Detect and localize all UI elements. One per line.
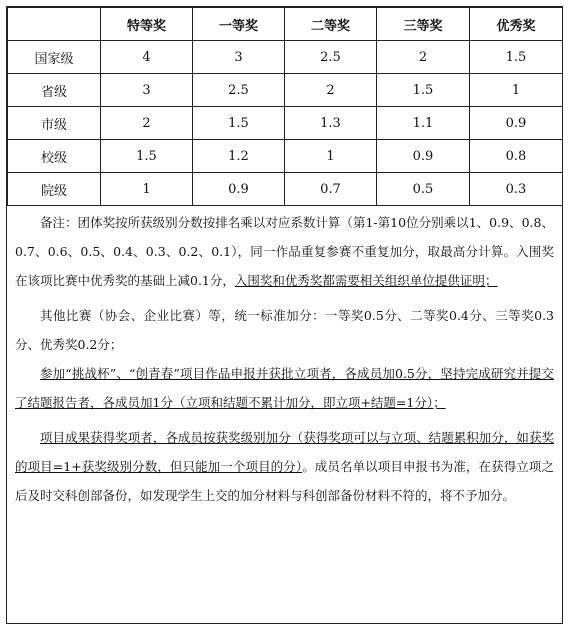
note-text: 。成员名单以项目申报书为准，在获得立项之后及时交科创部备份，如发现学生上交的加分材料与科创部备份材料不符的，将不予加分。 xyxy=(15,459,554,503)
table-cell: 0.5 xyxy=(377,173,470,206)
table-cell: 2 xyxy=(101,107,193,140)
table-cell: 0.7 xyxy=(285,173,377,206)
table-cell: 1.2 xyxy=(193,140,285,173)
table-header-row xyxy=(8,8,563,41)
note-underlined-text: 入围奖和优秀奖都需要相关组织单位提供证明； xyxy=(234,273,498,288)
table-cell: 1.5 xyxy=(470,41,563,74)
table-cell: 2.5 xyxy=(193,74,285,107)
notes-section xyxy=(7,206,562,510)
note-paragraph-project-awards xyxy=(15,423,554,510)
table-row xyxy=(8,107,563,140)
table-cell: 0.9 xyxy=(377,140,470,173)
table-row xyxy=(8,140,563,173)
score-table xyxy=(7,7,563,206)
header-cell: 优秀奖 xyxy=(470,8,563,41)
header-cell: 三等奖 xyxy=(377,8,470,41)
table-cell: 1.1 xyxy=(377,107,470,140)
header-cell: 一等奖 xyxy=(193,8,285,41)
table-cell: 1.5 xyxy=(193,107,285,140)
note-text: 其他比赛（协会、企业比赛）等，统一标准加分：一等奖0.5分、二等奖0.4分、三等奖0.3分、优秀奖0.2分； xyxy=(15,308,554,352)
note-text: 备注：团体奖按所获级别分数按排名乘以对应系数计算（第1-第10位分别乘以1、0.9、0.8、0.7、0.6、0.5、0.4、0.3、0.2、0.1），同一作品重复参赛不重复加分，取最高分计算。入围奖在该项比赛中优秀奖的基础上减0.1分， xyxy=(15,215,554,288)
table-cell: 1 xyxy=(470,74,563,107)
table-cell: 1 xyxy=(285,140,377,173)
table-row xyxy=(8,41,563,74)
note-underlined-text: 项目成果获得奖项者，各成员按获奖级别加分（获得奖项可以与立项、结题累积加分，如获奖的项目=1+获奖级别分数，但只能加一个项目的分） xyxy=(15,430,554,474)
row-label: 院级 xyxy=(8,173,101,206)
table-row xyxy=(8,173,563,206)
table-cell: 0.3 xyxy=(470,173,563,206)
note-paragraph-projects xyxy=(15,359,554,417)
row-label: 市级 xyxy=(8,107,101,140)
table-row xyxy=(8,74,563,107)
note-paragraph-other-competitions xyxy=(15,301,554,359)
table-cell: 4 xyxy=(101,41,193,74)
row-label: 校级 xyxy=(8,140,101,173)
table-cell: 1.5 xyxy=(377,74,470,107)
row-label: 省级 xyxy=(8,74,101,107)
table-cell: 0.8 xyxy=(470,140,563,173)
table-cell: 1 xyxy=(101,173,193,206)
row-label: 国家级 xyxy=(8,41,101,74)
table-cell: 2.5 xyxy=(285,41,377,74)
header-cell: 二等奖 xyxy=(285,8,377,41)
table-cell: 0.9 xyxy=(193,173,285,206)
table-cell: 2 xyxy=(377,41,470,74)
table-cell: 0.9 xyxy=(470,107,563,140)
table-cell: 2 xyxy=(285,74,377,107)
document-frame xyxy=(6,6,563,624)
table-cell: 3 xyxy=(101,74,193,107)
note-paragraph-team-award xyxy=(15,208,554,295)
header-cell: 特等奖 xyxy=(101,8,193,41)
note-underlined-text: 参加“挑战杯”、“创青春”项目作品申报并获批立项者，各成员加0.5分，坚持完成研究并提交了结题报告者，各成员加1分（立项和结题不累计加分，即立项+结题=1分）； xyxy=(15,366,554,410)
table-cell: 1.3 xyxy=(285,107,377,140)
header-cell xyxy=(8,8,101,41)
table-cell: 1.5 xyxy=(101,140,193,173)
table-cell: 3 xyxy=(193,41,285,74)
